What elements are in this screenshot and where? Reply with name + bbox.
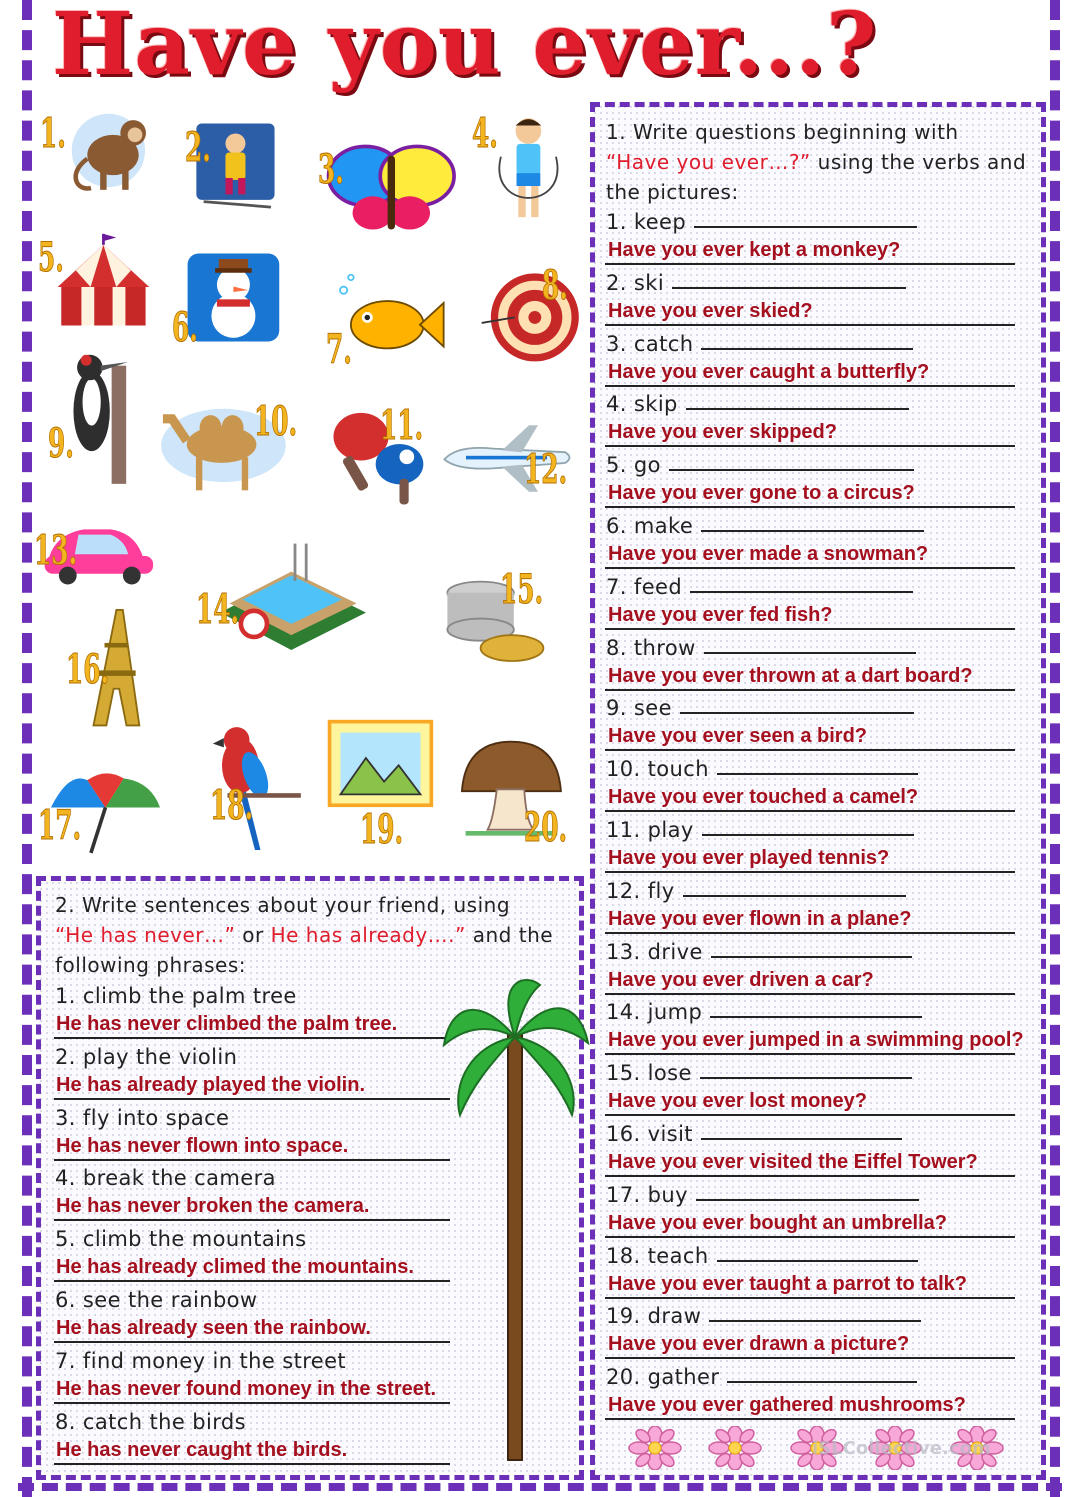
verb-label: 19. draw [606,1304,702,1329]
write-line [709,1320,921,1322]
answer-line [605,1175,1015,1177]
verb-label: 6. make [606,514,694,538]
phrase-prompt: 4. break the camera [55,1166,276,1191]
question-answer[interactable]: Have you ever driven a car? [608,968,874,991]
verb-label: 17. buy [606,1182,688,1207]
picture-number: 16. [66,646,110,693]
instruction-highlight: “Have you ever…?” [606,150,811,174]
answer-line [605,263,1015,265]
instruction-line-2: using the verbs and [810,150,1027,174]
verb-label: 4. skip [606,392,678,417]
instruction-line-2: and the [465,923,554,947]
answer-line [54,1402,450,1404]
sentence-answer[interactable]: He has already played the violin. [56,1073,366,1096]
question-prompt [606,1363,917,1393]
question-answer[interactable]: Have you ever drawn a picture? [608,1333,910,1356]
flower-icon [708,1426,762,1474]
write-line [711,956,912,958]
picture-number: 20. [524,804,568,851]
question-answer[interactable]: Have you ever kept a monkey? [608,239,901,261]
question-answer[interactable]: Have you ever gathered mushrooms? [608,1394,966,1417]
verb-label: 8. throw [606,635,696,660]
question-prompt [606,451,914,481]
answer-line [54,1341,450,1343]
question-answer[interactable]: Have you ever played tennis? [608,847,890,869]
sentence-answer[interactable]: He has never climbed the palm tree. [56,1013,398,1035]
sentence-answer[interactable]: He has never found money in the street. [56,1377,437,1400]
picture-number: 4. [472,110,498,157]
answer-line [605,628,1015,630]
instruction-line-3: following phrases: [55,953,247,977]
picture-number: 18. [210,782,254,829]
bottom-border [18,1483,1062,1491]
question-prompt [606,1059,912,1089]
phrase-prompt: 6. see the rainbow [55,1288,258,1312]
answer-line [605,993,1015,995]
write-line [669,469,914,471]
write-line [717,1260,918,1262]
flower-icon [628,1426,682,1474]
verb-label: 12. fly [606,878,675,903]
question-answer[interactable]: Have you ever flown in a plane? [608,907,912,930]
phrase-prompt: 1. climb the palm tree [55,984,297,1008]
verb-label: 18. teach [606,1243,709,1268]
answer-line [605,506,1015,508]
verb-label: 10. touch [606,757,709,782]
answer-line [54,1159,450,1161]
question-answer[interactable]: Have you ever fed fish? [608,603,833,626]
write-line [701,348,913,350]
answer-line [605,1418,1015,1420]
answer-line [605,324,1015,326]
write-line [701,1138,902,1140]
picture-number: 2. [185,124,211,171]
question-answer[interactable]: Have you ever skied? [608,299,813,322]
verb-label: 15. lose [606,1061,692,1086]
answer-line [605,871,1015,873]
question-answer[interactable]: Have you ever made a snowman? [608,543,929,565]
write-line [683,895,906,897]
picture-number: 13. [34,527,78,574]
sentence-answer[interactable]: He has never broken the camera. [56,1195,370,1218]
question-answer[interactable]: Have you ever gone to a circus? [608,482,915,505]
write-line [694,226,917,228]
sentence-answer[interactable]: He has never caught the birds. [56,1438,348,1461]
question-prompt [606,512,924,542]
answer-line [605,749,1015,751]
write-line [672,287,906,289]
picture-number: 10. [254,398,298,445]
question-prompt [606,208,917,238]
picture-number: 15. [500,566,544,613]
answer-line [605,1236,1015,1238]
left-border [22,0,32,1497]
question-answer[interactable]: Have you ever visited the Eiffel Tower? [608,1151,978,1173]
picture-number: 14. [196,586,240,633]
picture-number: 17. [38,802,82,849]
question-prompt [606,330,913,360]
question-answer[interactable]: Have you ever jumped in a swimming pool? [608,1029,1024,1052]
phrase-prompt: 2. play the violin [55,1044,238,1069]
sentence-answer[interactable]: He has already climed the mountains. [56,1256,414,1279]
exercise-2-instruction [55,890,553,980]
verb-label: 9. see [606,696,672,721]
picture-number: 9. [48,420,74,467]
verb-label: 16. visit [606,1122,693,1146]
question-answer[interactable]: Have you ever lost money? [608,1090,867,1113]
write-line [690,591,913,593]
answer-line [54,1463,450,1465]
question-answer[interactable]: Have you ever skipped? [608,421,837,444]
circus-tent-icon [48,232,168,342]
picture-number: 5. [38,234,64,281]
answer-line [605,932,1015,934]
answer-line [605,689,1015,691]
question-answer[interactable]: Have you ever taught a parrot to talk? [608,1272,967,1295]
verb-label: 13. drive [606,939,703,964]
write-line [701,530,924,532]
phrase-prompt: 7. find money in the street [55,1348,347,1373]
answer-line [605,1297,1015,1299]
page-title: Have you ever...? [52,0,878,95]
question-prompt [606,1120,902,1150]
picture-number: 3. [318,146,344,193]
answer-line [605,567,1015,569]
palm-tree-icon [440,975,590,1470]
verb-label: 14. jump [606,1000,703,1025]
write-line [700,1077,912,1079]
question-answer[interactable]: Have you ever seen a bird? [608,725,868,748]
question-answer[interactable]: Have you ever thrown at a dart board? [608,664,973,687]
answer-line [54,1037,450,1039]
write-line [710,1016,922,1018]
phrase-prompt: 5. climb the mountains [55,1227,307,1252]
answer-line [54,1098,450,1100]
exercise-1-instruction [606,117,1026,207]
verb-label: 3. catch [606,331,694,356]
question-prompt [606,390,909,420]
write-line [704,652,916,654]
picture-frame-icon [325,718,445,818]
question-prompt [606,573,913,603]
picture-number: 8. [542,262,568,309]
dart-board-icon [478,262,588,382]
right-border [1050,0,1060,1497]
answer-line [605,385,1015,387]
question-prompt [606,269,906,299]
sentence-answer[interactable]: He has already seen the rainbow. [56,1317,371,1339]
phrase-prompt: 8. catch the birds [55,1409,246,1434]
instruction-line-1: 2. Write sentences about your friend, using [55,893,511,917]
write-line [727,1381,917,1383]
answer-line [54,1219,450,1221]
question-prompt [606,694,914,724]
verb-label: 7. feed [606,574,683,599]
instruction-or: or [235,923,271,947]
answer-line [605,810,1015,812]
verb-label: 20. gather [606,1365,720,1390]
picture-number: 1. [40,110,66,157]
write-line [717,773,918,775]
instruction-highlight-2: He has already….” [270,923,466,947]
phrase-prompt: 3. fly into space [55,1105,230,1130]
picture-number: 12. [524,446,568,493]
write-line [686,408,909,410]
monkey-icon [48,100,178,210]
instruction-highlight-1: “He has never…” [55,923,236,947]
verb-label: 5. go [606,453,661,478]
write-line [696,1199,919,1201]
answer-line [54,1280,450,1282]
instruction-line-1: 1. Write questions beginning with [606,120,959,144]
question-prompt [606,816,914,846]
answer-line [605,1053,1015,1055]
question-prompt [606,755,918,785]
picture-number: 6. [172,304,198,351]
verb-label: 2. ski [606,270,665,295]
verb-label: 11. play [606,818,694,842]
watermark: iSLCollective.com [812,1438,991,1459]
question-prompt [606,1242,918,1272]
verb-label: 1. keep [606,210,687,234]
picture-number: 11. [380,402,424,449]
answer-line [605,1114,1015,1116]
question-prompt [606,877,906,907]
instruction-line-3: the pictures: [606,180,739,204]
question-prompt [606,998,922,1028]
question-answer[interactable]: Have you ever bought an umbrella? [608,1211,947,1234]
answer-line [605,445,1015,447]
sentence-answer[interactable]: He has never flown into space. [56,1134,349,1157]
picture-number: 7. [326,326,352,373]
question-answer[interactable]: Have you ever touched a camel? [608,786,919,809]
question-prompt [606,1302,921,1332]
question-answer[interactable]: Have you ever caught a butterfly? [608,360,930,383]
question-prompt [606,634,916,664]
answer-line [605,1357,1015,1359]
picture-number: 19. [360,806,404,853]
write-line [680,712,914,714]
question-prompt [606,938,912,968]
write-line [702,834,914,836]
question-prompt [606,1181,919,1211]
